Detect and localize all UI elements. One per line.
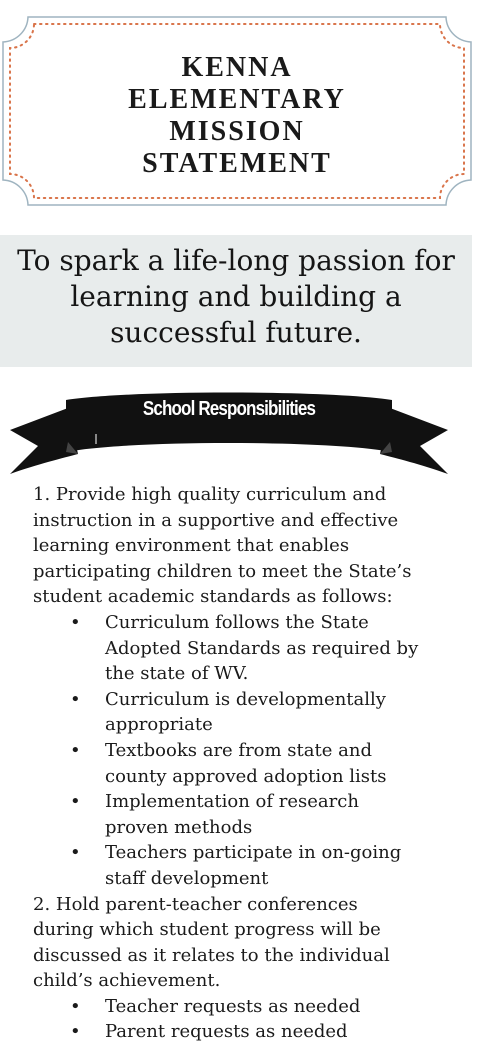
text-line: 2. Hold parent-teacher conferences [33,893,358,915]
text-line: during which student progress will be [33,919,381,941]
text-line: Parent requests as needed [105,1021,348,1043]
title-frame [0,14,474,208]
text-line: Adopted Standards as required by [105,637,419,659]
text-line: Teacher requests as needed [105,995,361,1017]
title-line: KENNA [181,52,293,83]
responsibilities-list [33,482,453,1045]
section-banner [8,386,450,476]
bullet-glyph: • [70,842,81,864]
text-line: discussed as it relates to the individual [33,944,390,966]
text-line: participating children to meet the State’s [33,560,412,582]
text-line: county approved adoption lists [105,765,387,787]
bullet-glyph: • [70,688,81,710]
text-line: Implementation of research [105,791,359,813]
bullet-glyph: • [70,995,81,1017]
list-item [70,840,453,891]
text-line: 1. Provide high quality curriculum and [33,484,387,505]
list-item [70,994,453,1020]
text-line: Teachers participate in on-going [105,842,402,864]
mission-statement [0,243,472,351]
text-line: the state of WV. [105,663,249,685]
mission-line: successful future. [110,316,362,349]
title-line: ELEMENTARY [128,84,346,115]
page-title [0,52,474,180]
bullet-glyph: • [70,1021,81,1043]
responsibility-paragraph [33,482,453,610]
text-line: learning environment that enables [33,535,350,557]
text-line: instruction in a supportive and effective [33,509,399,531]
mission-band [0,235,472,367]
list-item [70,687,453,738]
text-line: Curriculum is developmentally [105,688,386,710]
bullet-glyph: • [70,611,81,633]
bullet-list [33,994,453,1045]
list-item [70,610,453,687]
bullet-glyph: • [70,739,81,761]
list-item [70,789,453,840]
list-item [70,1019,453,1045]
bullet-glyph: • [70,791,81,813]
mission-line: To spark a life-long passion for [17,244,455,277]
text-line: staff development [105,867,269,889]
title-line: MISSION [169,116,305,147]
text-line: proven methods [105,816,253,838]
text-line: student academic standards as follows: [33,586,393,608]
text-line: Curriculum follows the State [105,611,369,633]
title-line: STATEMENT [142,148,332,179]
text-line: appropriate [105,714,213,736]
banner-label: School Responsibilities [142,398,316,420]
list-item [70,738,453,789]
responsibility-paragraph [33,892,453,994]
mission-line: learning and building a [70,280,402,313]
text-line: Textbooks are from state and [105,739,372,761]
bullet-list [33,610,453,892]
text-line: child’s achievement. [33,970,221,992]
